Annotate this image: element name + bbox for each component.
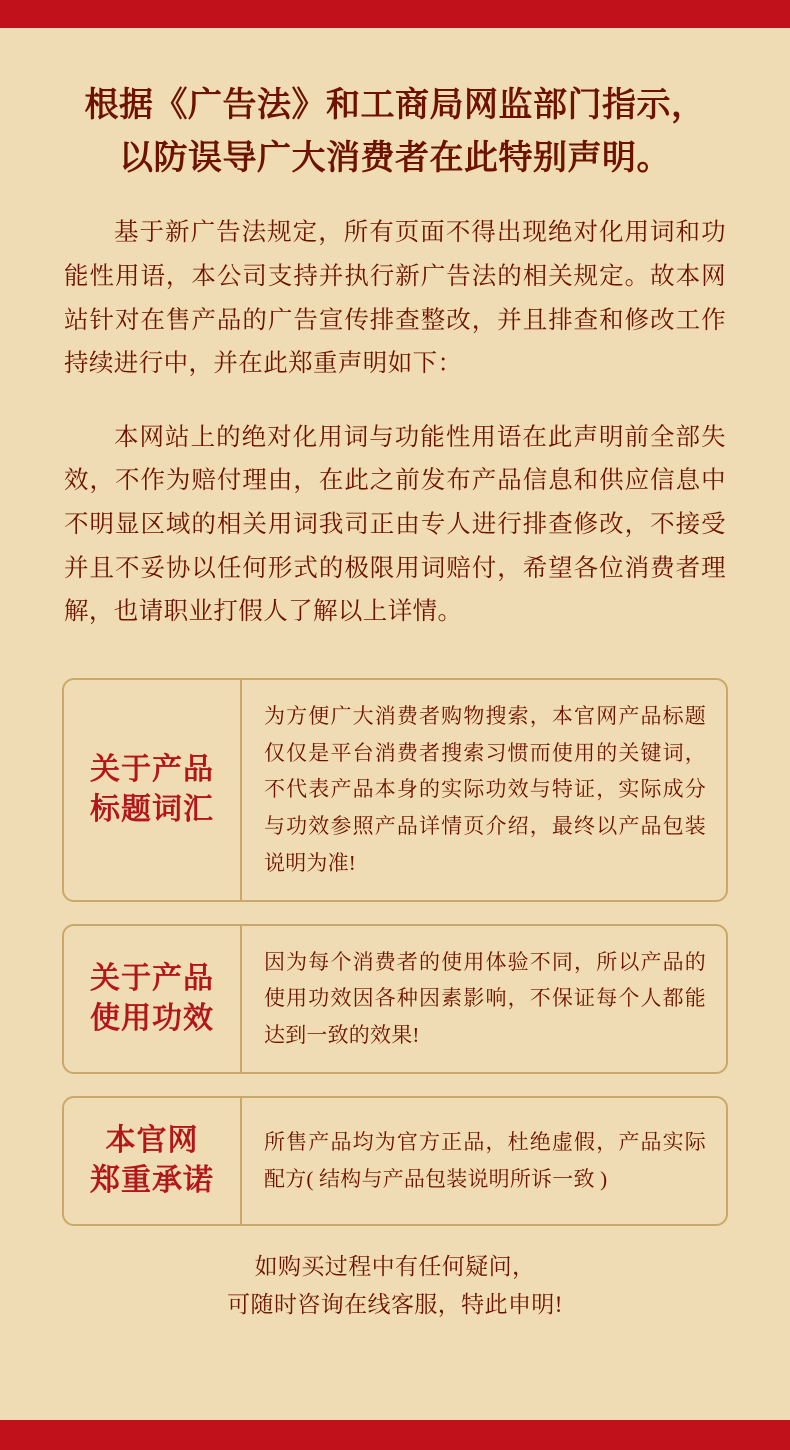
footer-note-line-2: 可随时咨询在线客服，特此申明! — [227, 1291, 563, 1317]
notice-card-list — [62, 678, 728, 1226]
notice-card-body: 为方便广大消费者购物搜索，本官网产品标题仅仅是平台消费者搜索习惯而使用的关键词，不代表产品本身的实际功效与特证，实际成分与功效参照产品详情页介绍，最终以产品包装说明为准! — [264, 703, 706, 875]
page-title-line-1: 根据《广告法》和工商局网监部门指示， — [84, 87, 706, 124]
notice-card-title-line-1: 关于产品 — [90, 752, 214, 786]
page-title-line-2: 以防误导广大消费者在此特别声明。 — [119, 139, 671, 177]
notice-card-title-line-1: 关于产品 — [90, 961, 214, 995]
notice-card-title-line-1: 本官网 — [105, 1123, 199, 1157]
notice-card-body: 所售产品均为官方正品，杜绝虚假，产品实际配方( 结构与产品包装说明所诉一致 ) — [264, 1130, 706, 1191]
notice-card-body: 因为每个消费者的使用体验不同，所以产品的使用功效因各种因素影响，不保证每个人都能达到一致的效果! — [264, 949, 706, 1048]
notice-card-title-line-2: 标题词汇 — [90, 792, 214, 826]
statement-paragraph-1: 基于新广告法规定，所有页面不得出现绝对化用词和功能性用语，本公司支持并执行新广告法的相关规定。故本网站针对在售产品的广告宣传排查整改，并且排查和修改工作持续进行中，并在此郑重声明如下： — [64, 219, 726, 378]
footer-note — [62, 1248, 728, 1324]
page-title — [62, 80, 728, 185]
notice-card-title-line-2: 使用功效 — [90, 1001, 214, 1035]
notice-card-title — [64, 926, 242, 1072]
footer-note-line-1: 如购买过程中有任何疑问， — [254, 1253, 536, 1279]
notice-card-title-line-2: 郑重承诺 — [90, 1163, 214, 1197]
notice-card-official-promise — [62, 1096, 728, 1226]
statement-paragraph-2: 本网站上的绝对化用词与功能性用语在此声明前全部失效，不作为赔付理由，在此之前发布产品信息和供应信息中不明显区域的相关用词我司正由专人进行排查修改，不接受并且不妥协以任何形式的极限用词赔付，希望各位消费者理解，也请职业打假人了解以上详情。 — [64, 423, 726, 626]
notice-card-title — [64, 1098, 242, 1224]
notice-card-product-effect — [62, 924, 728, 1074]
disclaimer-panel — [0, 28, 790, 1420]
notice-card-title — [64, 680, 242, 900]
notice-card-product-title — [62, 678, 728, 902]
